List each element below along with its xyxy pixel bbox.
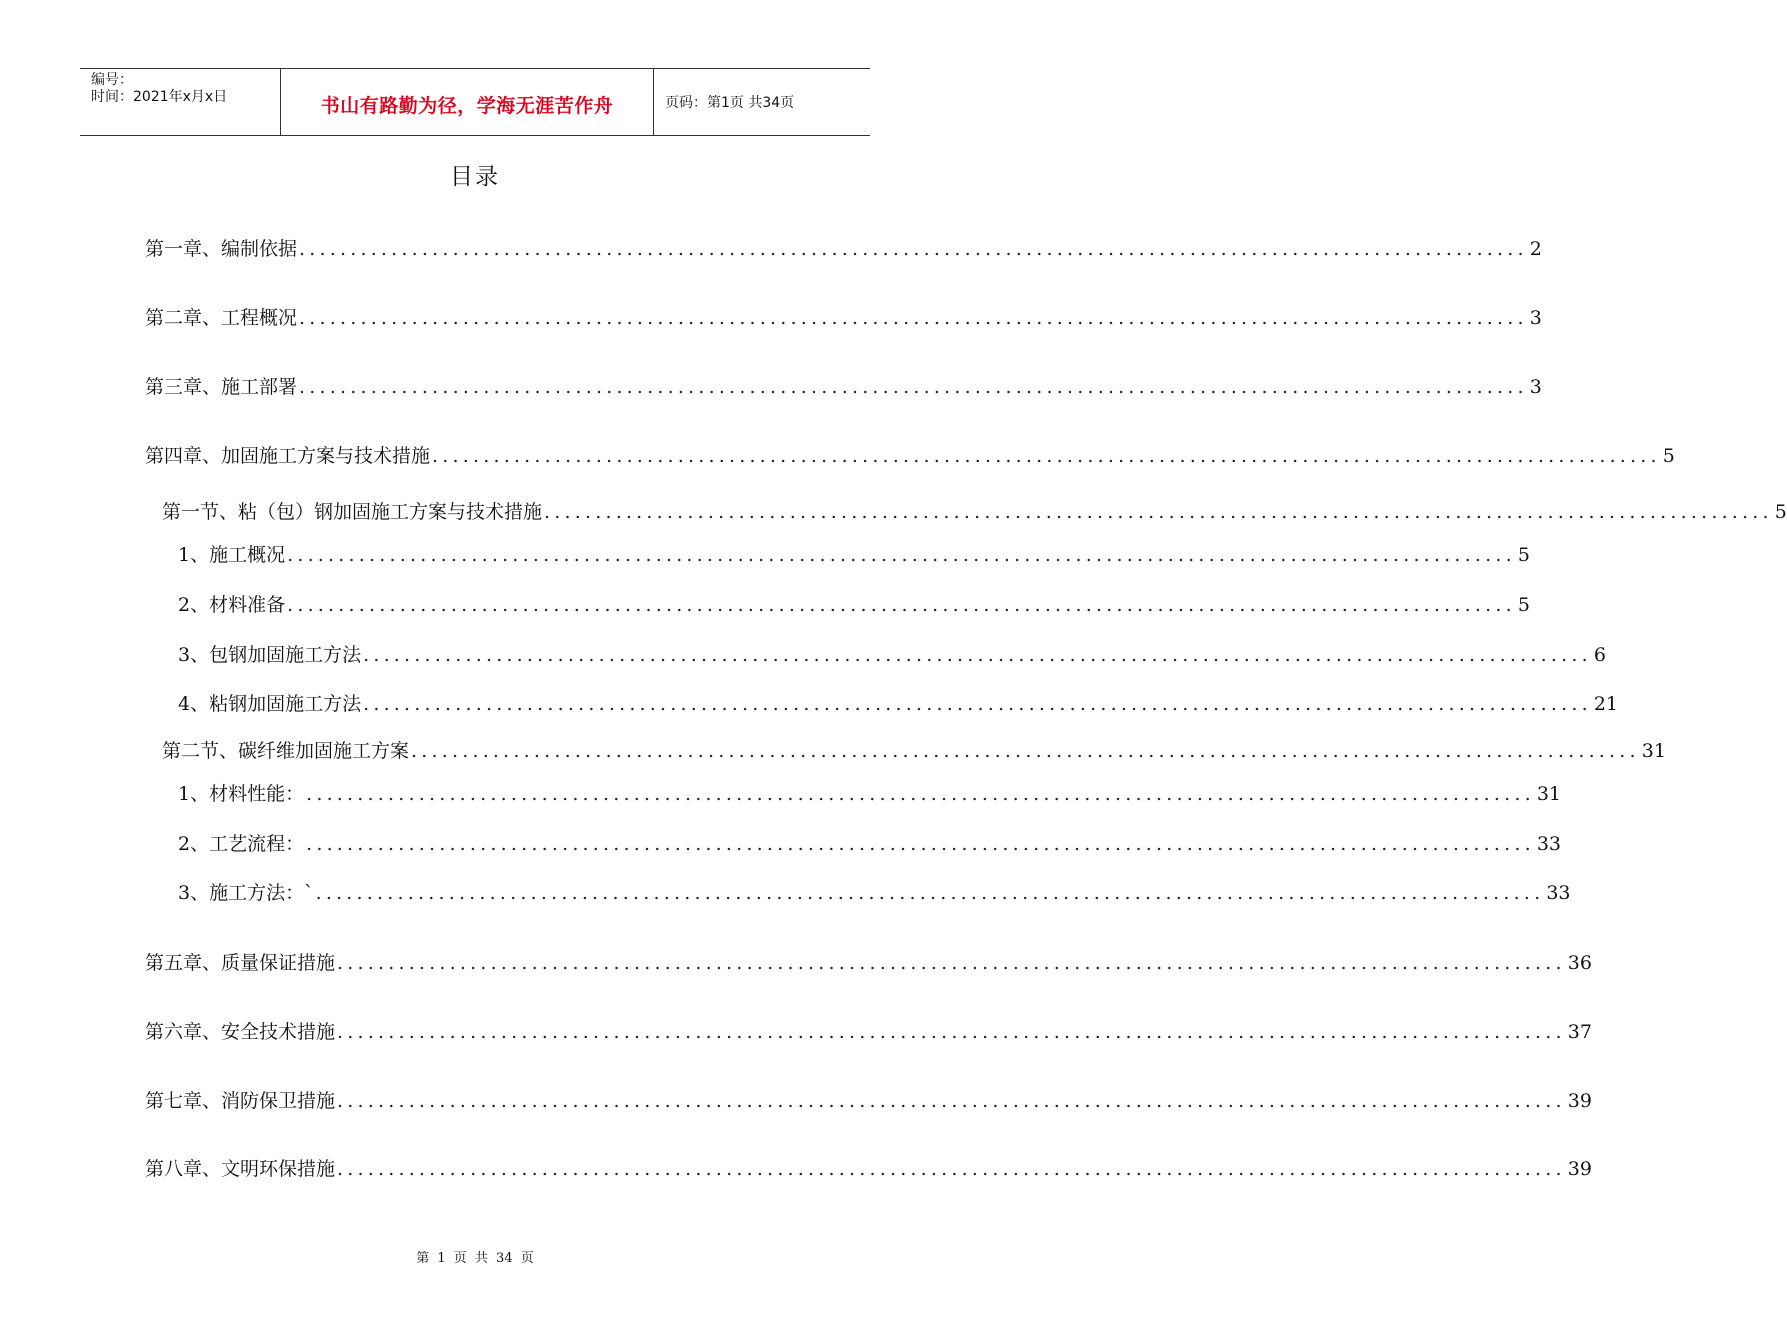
- toc-entry-title: 第六章、安全技术措施: [145, 1021, 336, 1043]
- toc-title: 目录: [450, 164, 500, 190]
- toc-dot-leader: ........................................................................................................................: [287, 544, 1516, 566]
- document-number-label: 编号：: [91, 72, 133, 88]
- toc-entry-title: 第二节、碳纤维加固施工方案: [162, 740, 410, 762]
- toc-entry-page: 37: [1567, 1021, 1592, 1043]
- toc-entry[interactable]: [162, 497, 1787, 524]
- toc-dot-leader: ........................................................................................................................: [337, 952, 1566, 974]
- toc-entry-page: 33: [1546, 882, 1571, 904]
- toc-dot-leader: ........................................................................................................................: [306, 833, 1535, 855]
- toc-entry[interactable]: [178, 689, 1619, 716]
- toc-entry-page: 39: [1567, 1158, 1592, 1180]
- toc-entry-page: 31: [1536, 783, 1562, 805]
- toc-entry[interactable]: [145, 303, 1542, 330]
- toc-dot-leader: ........................................................................................................................: [411, 740, 1640, 762]
- toc-entry-title: 第八章、文明环保措施: [145, 1158, 336, 1180]
- toc-dot-leader: ........................................................................................................................: [315, 882, 1545, 904]
- toc-dot-leader: ........................................................................................................................: [544, 501, 1773, 523]
- toc-entry[interactable]: [178, 640, 1606, 667]
- toc-entry-page: 5: [1662, 445, 1675, 467]
- toc-entry-page: 5: [1774, 501, 1787, 523]
- toc-entry-title: 第七章、消防保卫措施: [145, 1090, 336, 1112]
- toc-entry[interactable]: [145, 441, 1675, 468]
- toc-dot-leader: ........................................................................................................................: [306, 783, 1535, 805]
- header-motto: 书山有路勤为径，学海无涯苦作舟: [320, 94, 614, 117]
- toc-entry-title: 2、工艺流程：: [178, 833, 305, 855]
- toc-dot-leader: ........................................................................................................................: [299, 238, 1528, 260]
- toc-entry-title: 第五章、质量保证措施: [145, 952, 336, 974]
- toc-entry[interactable]: [178, 779, 1562, 806]
- header-page-info: 页码：第1页 共34页: [665, 95, 795, 111]
- toc-entry-title: 第二章、工程概况: [145, 307, 298, 329]
- toc-dot-leader: ........................................................................................................................: [337, 1158, 1566, 1180]
- toc-dot-leader: ........................................................................................................................: [337, 1090, 1566, 1112]
- toc-entry-page: 33: [1536, 833, 1562, 855]
- toc-entry-page: 39: [1567, 1090, 1592, 1112]
- toc-entry-page: 21: [1593, 693, 1619, 715]
- toc-dot-leader: ........................................................................................................................: [337, 1021, 1566, 1043]
- toc-dot-leader: ........................................................................................................................: [363, 644, 1592, 666]
- page-footer: 第 1 页 共 34 页: [416, 1251, 534, 1266]
- toc-entry[interactable]: [145, 1017, 1592, 1044]
- toc-entry[interactable]: [178, 878, 1571, 905]
- toc-entry-title: 第一章、编制依据: [145, 238, 298, 260]
- toc-dot-leader: ........................................................................................................................: [299, 307, 1528, 329]
- toc-entry-title: 第三章、施工部署: [145, 376, 298, 398]
- toc-entry-page: 3: [1529, 376, 1542, 398]
- toc-entry-page: 5: [1517, 544, 1530, 566]
- toc-entry-page: 31: [1641, 740, 1666, 762]
- toc-entry-title: 第一节、粘（包）钢加固施工方案与技术措施: [162, 501, 543, 523]
- toc-entry[interactable]: [145, 372, 1542, 399]
- toc-entry-title: 第四章、加固施工方案与技术措施: [145, 445, 431, 467]
- toc-entry[interactable]: [178, 829, 1562, 856]
- toc-entry[interactable]: [162, 736, 1666, 763]
- page-header: [80, 68, 870, 136]
- toc-entry[interactable]: [145, 1086, 1592, 1113]
- toc-dot-leader: ........................................................................................................................: [287, 594, 1516, 616]
- toc-entry-page: 2: [1529, 238, 1542, 260]
- toc-entry-title: 3、施工方法：`: [178, 882, 314, 904]
- toc-entry-title: 1、材料性能：: [178, 783, 305, 805]
- toc-entry[interactable]: [145, 948, 1592, 975]
- toc-entry-title: 2、材料准备: [178, 594, 286, 616]
- toc-dot-leader: ........................................................................................................................: [299, 376, 1528, 398]
- toc-entry[interactable]: [178, 590, 1530, 617]
- toc-entry[interactable]: [178, 540, 1530, 567]
- toc-entry-title: 4、粘钢加固施工方法: [178, 693, 362, 715]
- toc-entry-title: 1、施工概况: [178, 544, 286, 566]
- toc-entry[interactable]: [145, 234, 1542, 261]
- toc-entry-page: 3: [1529, 307, 1542, 329]
- document-date: 时间：2021年x月x日: [91, 89, 228, 105]
- toc-dot-leader: ........................................................................................................................: [432, 445, 1661, 467]
- toc-entry[interactable]: [145, 1154, 1592, 1181]
- toc-entry-page: 36: [1567, 952, 1592, 974]
- toc-entry-page: 6: [1593, 644, 1606, 666]
- header-motto-cell: [281, 69, 654, 135]
- header-page-info-cell: [654, 69, 870, 135]
- header-meta: [80, 69, 281, 135]
- toc-entry-title: 3、包钢加固施工方法: [178, 644, 362, 666]
- toc-entry-page: 5: [1517, 594, 1530, 616]
- toc-dot-leader: ........................................................................................................................: [363, 693, 1592, 715]
